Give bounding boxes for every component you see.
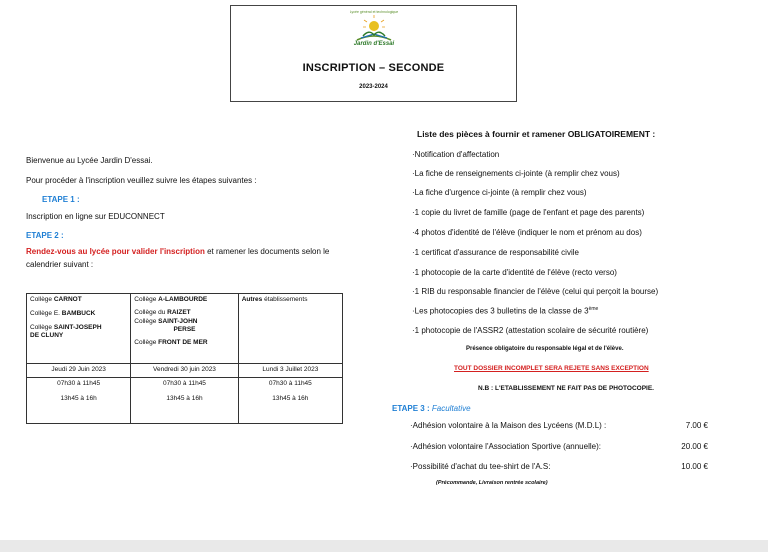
- logo-caption: Lycée général et technologique: [349, 10, 399, 14]
- step3-label: ETAPE 3 :: [392, 404, 430, 413]
- optional-item: ·Adhésion volontaire à la Maison des Lycéens (M.D.L) :: [410, 421, 607, 430]
- schedule-table: [26, 293, 343, 424]
- optional-item: ·Possibilité d'achat du tee-shirt de l'A.S:: [410, 462, 551, 471]
- list-item: ·1 photocopie de la carte d'identité de l'élève (recto verso): [412, 268, 617, 277]
- step2-line1: [26, 247, 329, 256]
- page-bottom-strip: [0, 540, 768, 552]
- list-item: ·La fiche de renseignements ci-jointe (à remplir chez vous): [412, 169, 620, 178]
- list-item: ·4 photos d'identité de l'élève (indiquer le nom et prénom au dos): [412, 228, 642, 237]
- step1-label: ETAPE 1 :: [42, 195, 80, 204]
- optional-item: ·Adhésion volontaire l'Association Sportive (annuelle):: [410, 442, 601, 451]
- step2-emphasis: Rendez-vous au lycée pour valider l'inscription: [26, 247, 205, 256]
- hours-cell: 07h30 à 11h45 13h45 à 16h: [238, 377, 342, 423]
- step2-line2: calendrier suivant :: [26, 260, 94, 269]
- footnote: (Précommande, Livraison rentrée scolaire): [436, 480, 548, 486]
- page-title: INSCRIPTION – SECONDE: [302, 62, 445, 74]
- date-cell: Lundi 3 Juillet 2023: [238, 364, 342, 378]
- list-item: ·1 RIB du responsable financier de l'élève (celui qui perçoit la bourse): [412, 287, 659, 296]
- optional-price: 7.00 €: [685, 421, 708, 430]
- step2-label: ETAPE 2 :: [26, 231, 64, 240]
- date-cell: Jeudi 29 Juin 2023: [27, 364, 131, 378]
- list-item: ·1 photocopie de l'ASSR2 (attestation scolaire de sécurité routière): [412, 326, 649, 335]
- list-title: Liste des pièces à fournir et ramener OBLIGATOIREMENT :: [417, 129, 656, 139]
- date-cell: Vendredi 30 juin 2023: [131, 364, 238, 378]
- optional-price: 10.00 €: [681, 462, 708, 471]
- table-row: [27, 377, 343, 423]
- step3-heading: [392, 404, 471, 413]
- step2-rest: et ramener les documents selon le: [204, 247, 330, 256]
- step3-sub: Facultative: [431, 404, 471, 413]
- presence-note: Présence obligatoire du responsable légal et de l'élève.: [466, 346, 624, 352]
- table-row: [27, 364, 343, 378]
- list-item: ·1 copie du livret de famille (page de l'enfant et page des parents): [412, 208, 645, 217]
- welcome-text: Bienvenue au Lycée Jardin D'essai.: [26, 156, 153, 165]
- hours-cell: 07h30 à 11h45 13h45 à 16h: [131, 377, 238, 423]
- list-item: ·Notification d'affectation: [412, 150, 500, 159]
- intro-text: Pour procéder à l'inscription veuillez suivre les étapes suivantes :: [26, 176, 257, 185]
- schools-cell-1: Collège CARNOT Collège E. BAMBUCK Collège SAINT-JOSEPH DE CLUNY: [27, 294, 131, 364]
- warning-text: TOUT DOSSIER INCOMPLET SERA REJETE SANS EXCEPTION: [454, 365, 649, 372]
- schools-cell-2: Collège A-LAMBOURDE Collège du RAIZET Collège SAINT-JOHN PERSE Collège FRONT DE MER: [131, 294, 238, 364]
- optional-price: 20.00 €: [681, 442, 708, 451]
- step1-text: Inscription en ligne sur EDUCONNECT: [26, 212, 165, 221]
- header-box: [230, 5, 517, 102]
- hours-cell: 07h30 à 11h45 13h45 à 16h: [27, 377, 131, 423]
- table-row: [27, 294, 343, 364]
- nb-note: N.B : L'ETABLISSEMENT NE FAIT PAS DE PHOTOCOPIE.: [478, 385, 654, 392]
- school-year: 2023-2024: [359, 84, 388, 90]
- list-item: ·La fiche d'urgence ci-jointe (à remplir chez vous): [412, 188, 587, 197]
- list-item: ·Les photocopies des 3 bulletins de la classe de 3ème: [412, 306, 599, 316]
- logo-name: Jardin d'Essai: [353, 41, 395, 47]
- school-logo-icon: [349, 14, 399, 44]
- schools-cell-3: Autres établissements: [238, 294, 342, 364]
- list-item: ·1 certificat d'assurance de responsabilité civile: [412, 248, 579, 257]
